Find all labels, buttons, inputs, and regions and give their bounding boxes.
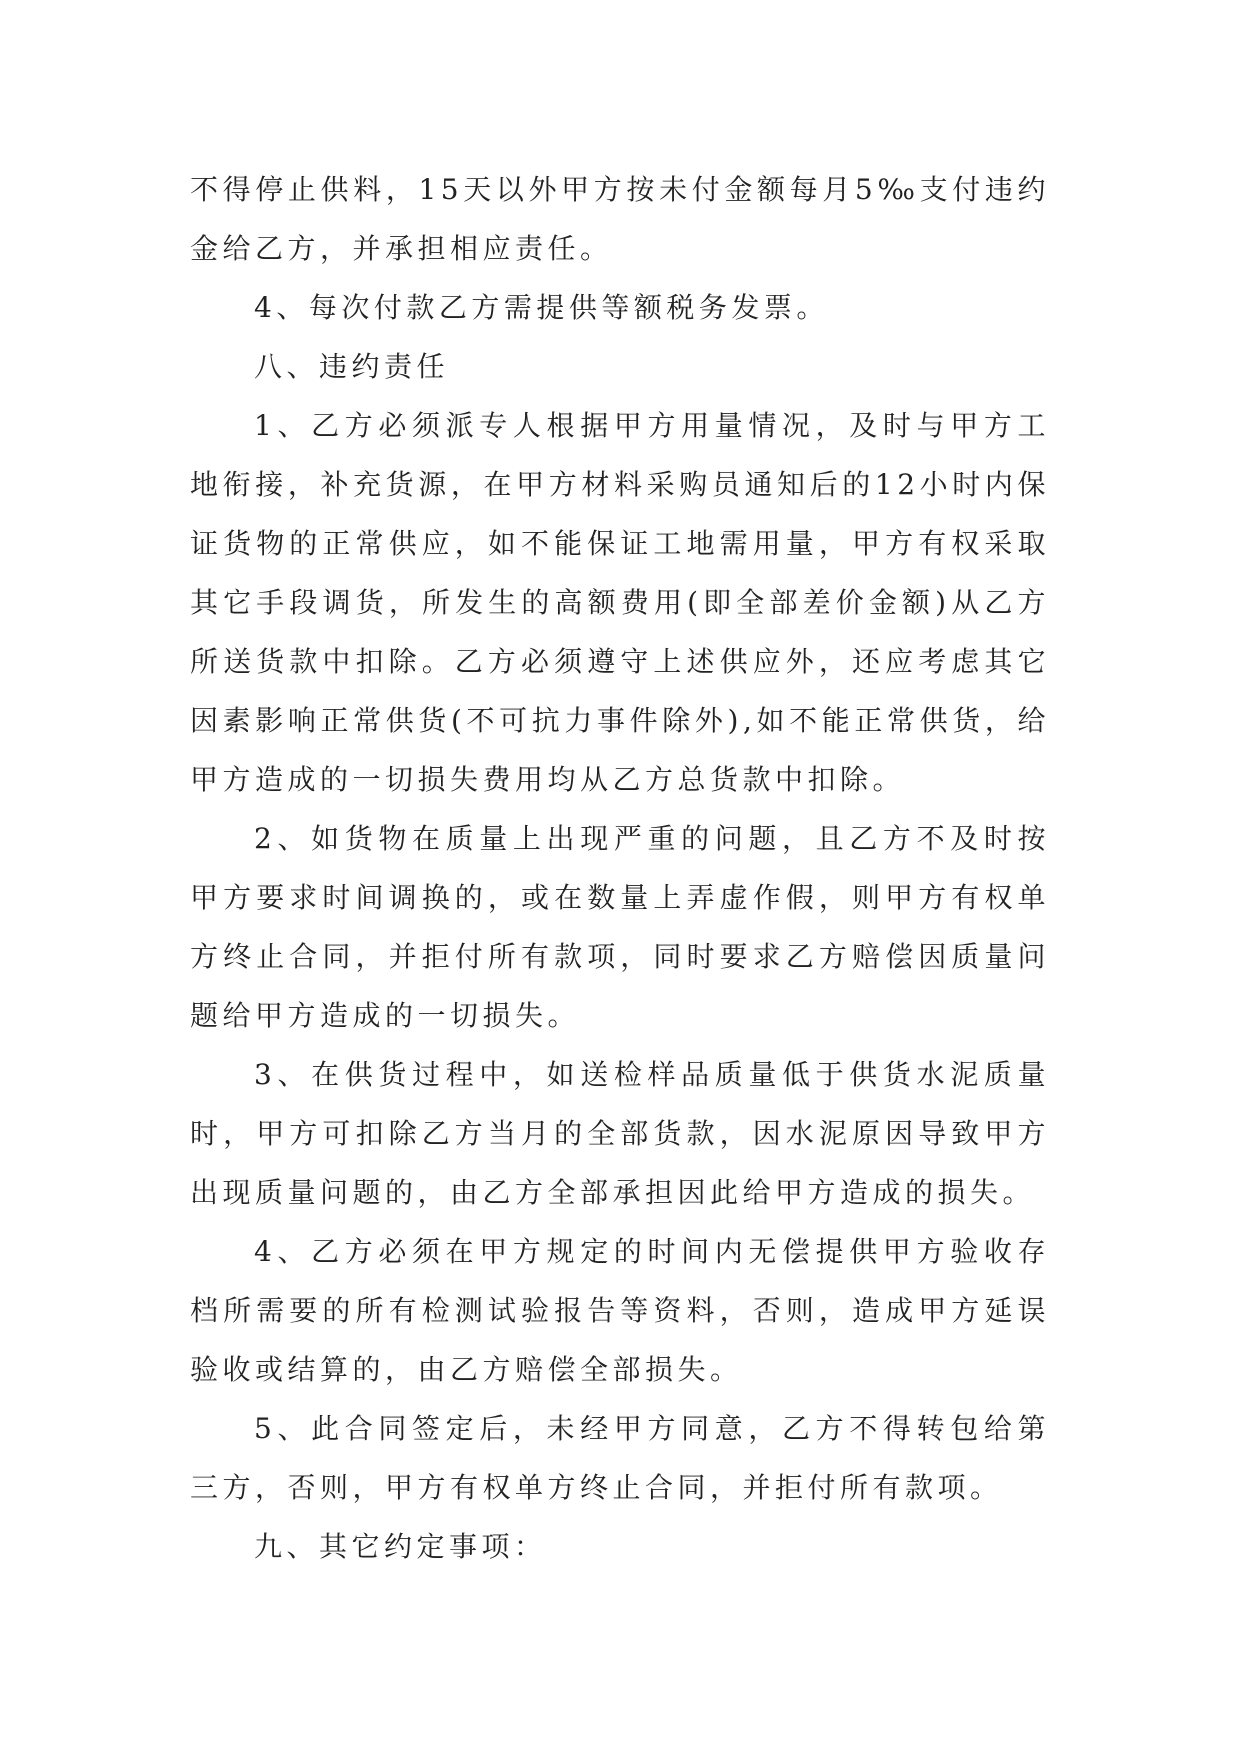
section-heading-breach-liability: 八、违约责任: [254, 350, 450, 383]
section-heading-other-terms: 九、其它约定事项：: [254, 1530, 547, 1563]
paragraph-continuation: 不得停止供料，15天以外甲方按未付金额每月5‰支付违约金给乙方，并承担相应责任。: [190, 173, 1050, 265]
paragraph-breach-item-3: 3、在供货过程中，如送检样品质量低于供货水泥质量时，甲方可扣除乙方当月的全部货款，因水泥原因导致甲方出现质量问题的，由乙方全部承担因此给甲方造成的损失。: [190, 1058, 1050, 1209]
paragraph-payment-item-4: 4、每次付款乙方需提供等额税务发票。: [254, 291, 829, 324]
paragraph-breach-item-1: 1、乙方必须派专人根据甲方用量情况，及时与甲方工地衔接，补充货源，在甲方材料采购员通知后的12小时内保证货物的正常供应，如不能保证工地需用量，甲方有权采取其它手段调货，所发生的高额费用(即全部差价金额)从乙方所送货款中扣除。乙方必须遵守上述供应外，还应考虑其它因素影响正常供货(不可抗力事件除外),如不能正常供货，给甲方造成的一切损失费用均从乙方总货款中扣除。: [190, 409, 1050, 796]
document-body: [190, 160, 1050, 1576]
paragraph-breach-item-5: 5、此合同签定后，未经甲方同意，乙方不得转包给第三方，否则，甲方有权单方终止合同，并拒付所有款项。: [190, 1412, 1050, 1504]
paragraph-breach-item-4: 4、乙方必须在甲方规定的时间内无偿提供甲方验收存档所需要的所有检测试验报告等资料，否则，造成甲方延误验收或结算的，由乙方赔偿全部损失。: [190, 1235, 1050, 1386]
paragraph-breach-item-2: 2、如货物在质量上出现严重的问题，且乙方不及时按甲方要求时间调换的，或在数量上弄虚作假，则甲方有权单方终止合同，并拒付所有款项，同时要求乙方赔偿因质量问题给甲方造成的一切损失。: [190, 822, 1050, 1032]
